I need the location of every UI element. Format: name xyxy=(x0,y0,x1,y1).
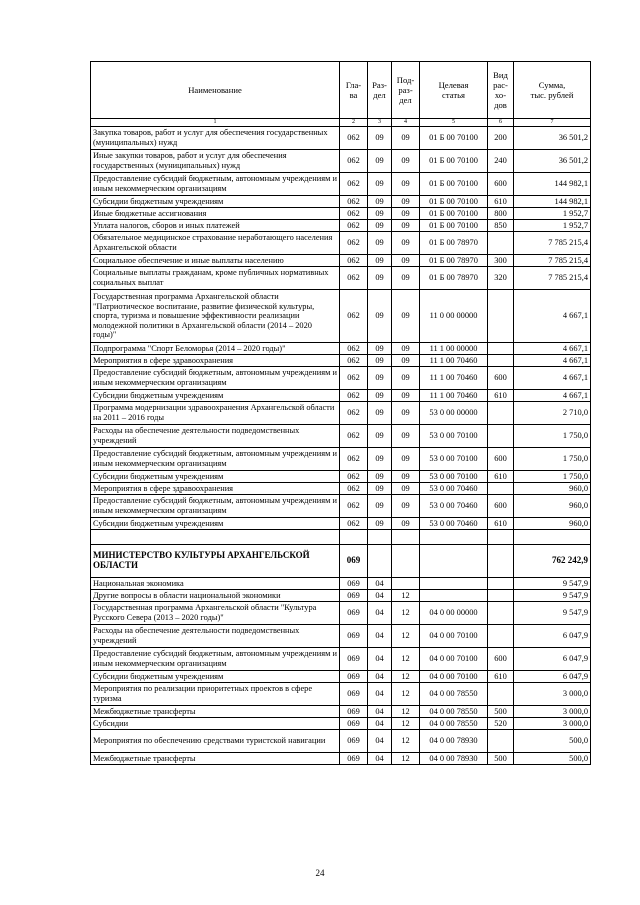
row-expense-type: 610 xyxy=(488,390,514,402)
row-name: Субсидии бюджетным учреждениям xyxy=(91,196,340,208)
row-subsection: 09 xyxy=(392,518,420,530)
row-chapter: 069 xyxy=(340,671,368,683)
header-subsection: Под- раз- дел xyxy=(392,62,420,119)
row-expense-type xyxy=(488,730,514,753)
row-target xyxy=(420,530,488,545)
row-amount: 960,0 xyxy=(514,483,591,495)
column-number: 6 xyxy=(488,119,514,127)
table-row xyxy=(91,718,591,730)
row-chapter: 062 xyxy=(340,196,368,208)
row-target: 04 0 00 70100 xyxy=(420,625,488,648)
row-name: Иные бюджетные ассигнования xyxy=(91,208,340,220)
row-target xyxy=(420,578,488,590)
row-amount: 960,0 xyxy=(514,495,591,518)
table-row xyxy=(91,518,591,530)
row-section: 09 xyxy=(368,290,392,343)
row-expense-type: 600 xyxy=(488,448,514,471)
row-subsection: 12 xyxy=(392,706,420,718)
row-subsection xyxy=(392,530,420,545)
row-section: 04 xyxy=(368,602,392,625)
row-target xyxy=(420,590,488,602)
row-chapter: 069 xyxy=(340,753,368,765)
row-subsection: 12 xyxy=(392,625,420,648)
page-number: 24 xyxy=(315,868,325,878)
row-name: Социальные выплаты гражданам, кроме публичных нормативных социальных выплат xyxy=(91,267,340,290)
row-section: 09 xyxy=(368,208,392,220)
row-chapter: 062 xyxy=(340,425,368,448)
row-target: 01 Б 00 70100 xyxy=(420,196,488,208)
row-expense-type: 300 xyxy=(488,255,514,267)
row-section: 09 xyxy=(368,220,392,232)
table-row xyxy=(91,255,591,267)
row-name: Другие вопросы в области национальной экономики xyxy=(91,590,340,602)
row-subsection: 09 xyxy=(392,390,420,402)
column-number: 7 xyxy=(514,119,591,127)
row-section xyxy=(368,530,392,545)
row-section: 09 xyxy=(368,518,392,530)
table-row xyxy=(91,208,591,220)
row-subsection: 12 xyxy=(392,671,420,683)
row-section: 09 xyxy=(368,425,392,448)
row-chapter: 069 xyxy=(340,706,368,718)
row-expense-type xyxy=(488,625,514,648)
row-subsection: 09 xyxy=(392,173,420,196)
row-chapter: 062 xyxy=(340,471,368,483)
row-target: 01 Б 00 78970 xyxy=(420,255,488,267)
table-row xyxy=(91,390,591,402)
row-subsection: 12 xyxy=(392,718,420,730)
row-amount: 500,0 xyxy=(514,753,591,765)
table-row xyxy=(91,173,591,196)
row-chapter: 062 xyxy=(340,255,368,267)
row-section: 09 xyxy=(368,232,392,255)
row-chapter: 062 xyxy=(340,267,368,290)
row-amount: 4 667,1 xyxy=(514,290,591,343)
column-number: 3 xyxy=(368,119,392,127)
row-chapter: 062 xyxy=(340,483,368,495)
row-section: 04 xyxy=(368,671,392,683)
column-number: 1 xyxy=(91,119,340,127)
row-expense-type xyxy=(488,602,514,625)
row-section: 09 xyxy=(368,150,392,173)
row-chapter: 069 xyxy=(340,625,368,648)
table-row xyxy=(91,625,591,648)
row-expense-type: 610 xyxy=(488,518,514,530)
row-target: 04 0 00 78550 xyxy=(420,718,488,730)
row-section: 09 xyxy=(368,448,392,471)
row-subsection: 12 xyxy=(392,590,420,602)
header-chapter: Гла- ва xyxy=(340,62,368,119)
row-expense-type: 600 xyxy=(488,367,514,390)
row-target: 01 Б 00 70100 xyxy=(420,208,488,220)
table-row xyxy=(91,530,591,545)
table-row xyxy=(91,220,591,232)
row-amount: 9 547,9 xyxy=(514,590,591,602)
row-subsection: 12 xyxy=(392,753,420,765)
row-amount: 9 547,9 xyxy=(514,578,591,590)
row-section: 04 xyxy=(368,578,392,590)
row-subsection: 09 xyxy=(392,495,420,518)
column-number: 4 xyxy=(392,119,420,127)
row-name: Межбюджетные трансферты xyxy=(91,706,340,718)
row-subsection: 09 xyxy=(392,402,420,425)
table-row xyxy=(91,267,591,290)
table-body xyxy=(91,127,591,765)
row-target: 01 Б 00 70100 xyxy=(420,220,488,232)
row-amount: 6 047,9 xyxy=(514,625,591,648)
row-section: 09 xyxy=(368,495,392,518)
row-subsection: 09 xyxy=(392,267,420,290)
row-target: 04 0 00 78550 xyxy=(420,683,488,706)
row-name: Предоставление субсидий бюджетным, автономным учреждениям и иным некоммерческим организациям xyxy=(91,173,340,196)
table-row xyxy=(91,196,591,208)
row-amount: 3 000,0 xyxy=(514,706,591,718)
table-row xyxy=(91,602,591,625)
row-name: МИНИСТЕРСТВО КУЛЬТУРЫ АРХАНГЕЛЬСКОЙ ОБЛАСТИ xyxy=(91,545,340,578)
row-target: 04 0 00 78930 xyxy=(420,730,488,753)
row-target: 53 0 00 70100 xyxy=(420,425,488,448)
row-name: Предоставление субсидий бюджетным, автономным учреждениям и иным некоммерческим организациям xyxy=(91,648,340,671)
row-chapter: 062 xyxy=(340,290,368,343)
row-subsection: 09 xyxy=(392,355,420,367)
row-section: 09 xyxy=(368,390,392,402)
row-chapter: 062 xyxy=(340,367,368,390)
row-amount: 7 785 215,4 xyxy=(514,255,591,267)
table-row xyxy=(91,290,591,343)
row-target: 01 Б 00 70100 xyxy=(420,150,488,173)
row-section: 09 xyxy=(368,255,392,267)
row-target: 01 Б 00 78970 xyxy=(420,267,488,290)
table-row xyxy=(91,671,591,683)
row-name: Субсидии бюджетным учреждениям xyxy=(91,671,340,683)
row-name: Иные закупки товаров, работ и услуг для обеспечения государственных (муниципальных) нужд xyxy=(91,150,340,173)
budget-table xyxy=(90,61,591,765)
row-section: 09 xyxy=(368,173,392,196)
row-subsection: 09 xyxy=(392,343,420,355)
row-amount: 4 667,1 xyxy=(514,390,591,402)
budget-table-page xyxy=(90,61,590,765)
row-amount: 1 750,0 xyxy=(514,448,591,471)
row-expense-type xyxy=(488,425,514,448)
row-expense-type: 240 xyxy=(488,150,514,173)
row-chapter: 062 xyxy=(340,402,368,425)
row-amount: 3 000,0 xyxy=(514,683,591,706)
table-row xyxy=(91,753,591,765)
row-amount: 4 667,1 xyxy=(514,343,591,355)
row-subsection: 09 xyxy=(392,232,420,255)
header-row xyxy=(91,62,591,119)
row-amount: 1 750,0 xyxy=(514,425,591,448)
row-chapter: 069 xyxy=(340,578,368,590)
row-expense-type xyxy=(488,590,514,602)
row-chapter: 062 xyxy=(340,448,368,471)
row-section: 04 xyxy=(368,625,392,648)
row-target: 11 1 00 00000 xyxy=(420,343,488,355)
row-section: 09 xyxy=(368,343,392,355)
row-target: 01 Б 00 70100 xyxy=(420,173,488,196)
row-chapter: 062 xyxy=(340,220,368,232)
row-chapter: 062 xyxy=(340,355,368,367)
row-expense-type: 610 xyxy=(488,671,514,683)
row-name: Предоставление субсидий бюджетным, автономным учреждениям и иным некоммерческим организациям xyxy=(91,448,340,471)
row-subsection: 12 xyxy=(392,730,420,753)
row-chapter: 069 xyxy=(340,718,368,730)
row-expense-type xyxy=(488,290,514,343)
row-section: 09 xyxy=(368,471,392,483)
row-chapter: 062 xyxy=(340,232,368,255)
row-target: 11 1 00 70460 xyxy=(420,367,488,390)
row-amount xyxy=(514,530,591,545)
row-chapter: 069 xyxy=(340,730,368,753)
row-subsection: 09 xyxy=(392,367,420,390)
row-amount: 3 000,0 xyxy=(514,718,591,730)
row-expense-type: 600 xyxy=(488,495,514,518)
row-name: Обязательное медицинское страхование неработающего населения Архангельской области xyxy=(91,232,340,255)
table-row xyxy=(91,590,591,602)
row-subsection: 09 xyxy=(392,471,420,483)
row-amount: 4 667,1 xyxy=(514,367,591,390)
row-expense-type: 500 xyxy=(488,706,514,718)
row-section: 09 xyxy=(368,483,392,495)
table-row xyxy=(91,425,591,448)
row-target: 53 0 00 70460 xyxy=(420,495,488,518)
row-subsection: 09 xyxy=(392,425,420,448)
row-subsection: 09 xyxy=(392,448,420,471)
row-expense-type xyxy=(488,355,514,367)
row-section: 04 xyxy=(368,648,392,671)
row-amount: 36 501,2 xyxy=(514,127,591,150)
row-target: 04 0 00 70100 xyxy=(420,648,488,671)
table-row xyxy=(91,648,591,671)
table-row xyxy=(91,402,591,425)
table-row xyxy=(91,471,591,483)
row-amount: 4 667,1 xyxy=(514,355,591,367)
row-subsection: 12 xyxy=(392,683,420,706)
row-subsection: 12 xyxy=(392,602,420,625)
row-chapter: 069 xyxy=(340,602,368,625)
row-expense-type xyxy=(488,232,514,255)
row-amount: 1 952,7 xyxy=(514,220,591,232)
row-chapter xyxy=(340,530,368,545)
row-amount: 144 982,1 xyxy=(514,173,591,196)
row-target: 53 0 00 70460 xyxy=(420,518,488,530)
row-target: 04 0 00 70100 xyxy=(420,671,488,683)
row-name: Межбюджетные трансферты xyxy=(91,753,340,765)
row-name: Государственная программа Архангельской области "Патриотическое воспитание, развитие физической культуры, спорта, туризма и повышение эффективности реализации молодежной политики в Архангельской области (2014 – 2020 годы)" xyxy=(91,290,340,343)
row-expense-type: 520 xyxy=(488,718,514,730)
row-subsection: 09 xyxy=(392,196,420,208)
row-name: Предоставление субсидий бюджетным, автономным учреждениям и иным некоммерческим организациям xyxy=(91,367,340,390)
row-amount: 960,0 xyxy=(514,518,591,530)
row-subsection: 09 xyxy=(392,290,420,343)
row-name: Субсидии бюджетным учреждениям xyxy=(91,390,340,402)
row-chapter: 062 xyxy=(340,495,368,518)
table-row xyxy=(91,232,591,255)
table-row xyxy=(91,448,591,471)
row-chapter: 062 xyxy=(340,127,368,150)
row-name: Субсидии бюджетным учреждениям xyxy=(91,471,340,483)
table-row xyxy=(91,730,591,753)
row-section: 04 xyxy=(368,718,392,730)
header-section: Раз- дел xyxy=(368,62,392,119)
row-section: 04 xyxy=(368,590,392,602)
row-name: Мероприятия в сфере здравоохранения xyxy=(91,483,340,495)
row-name: Подпрограмма "Спорт Беломорья (2014 – 2020 годы)" xyxy=(91,343,340,355)
row-subsection xyxy=(392,578,420,590)
table-row xyxy=(91,367,591,390)
row-amount: 36 501,2 xyxy=(514,150,591,173)
row-amount: 762 242,9 xyxy=(514,545,591,578)
row-name: Расходы на обеспечение деятельности подведомственных учреждений xyxy=(91,425,340,448)
column-number: 5 xyxy=(420,119,488,127)
row-subsection: 09 xyxy=(392,255,420,267)
row-subsection: 09 xyxy=(392,483,420,495)
row-chapter: 069 xyxy=(340,590,368,602)
row-section: 09 xyxy=(368,127,392,150)
row-expense-type: 850 xyxy=(488,220,514,232)
row-subsection xyxy=(392,545,420,578)
row-subsection: 09 xyxy=(392,208,420,220)
table-row xyxy=(91,343,591,355)
row-expense-type xyxy=(488,578,514,590)
row-name: Расходы на обеспечение деятельности подведомственных учреждений xyxy=(91,625,340,648)
row-target: 53 0 00 70100 xyxy=(420,471,488,483)
row-expense-type: 610 xyxy=(488,471,514,483)
row-chapter: 062 xyxy=(340,173,368,196)
row-expense-type: 600 xyxy=(488,648,514,671)
header-amount: Сумма, тыс. рублей xyxy=(514,62,591,119)
row-section: 09 xyxy=(368,267,392,290)
table-row xyxy=(91,545,591,578)
row-name: Мероприятия по обеспечению средствами туристской навигации xyxy=(91,730,340,753)
header-name: Наименование xyxy=(91,62,340,119)
row-amount: 7 785 215,4 xyxy=(514,232,591,255)
row-chapter: 062 xyxy=(340,343,368,355)
table-row xyxy=(91,127,591,150)
row-name: Мероприятия в сфере здравоохранения xyxy=(91,355,340,367)
row-name: Субсидии бюджетным учреждениям xyxy=(91,518,340,530)
row-target: 53 0 00 00000 xyxy=(420,402,488,425)
row-expense-type xyxy=(488,530,514,545)
row-expense-type xyxy=(488,483,514,495)
header-expense-type: Вид рас- хо- дов xyxy=(488,62,514,119)
row-name: Мероприятия по реализации приоритетных проектов в сфере туризма xyxy=(91,683,340,706)
row-chapter: 069 xyxy=(340,545,368,578)
row-expense-type: 610 xyxy=(488,196,514,208)
row-section: 09 xyxy=(368,367,392,390)
row-expense-type xyxy=(488,402,514,425)
row-target: 01 Б 00 70100 xyxy=(420,127,488,150)
row-chapter: 062 xyxy=(340,518,368,530)
row-target: 11 1 00 70460 xyxy=(420,390,488,402)
table-row xyxy=(91,495,591,518)
row-amount: 7 785 215,4 xyxy=(514,267,591,290)
row-expense-type: 500 xyxy=(488,753,514,765)
row-subsection: 09 xyxy=(392,220,420,232)
table-row xyxy=(91,355,591,367)
row-target: 11 1 00 70460 xyxy=(420,355,488,367)
table-row xyxy=(91,683,591,706)
row-section xyxy=(368,545,392,578)
row-expense-type: 600 xyxy=(488,173,514,196)
row-target: 04 0 00 78550 xyxy=(420,706,488,718)
row-expense-type xyxy=(488,683,514,706)
row-name: Закупка товаров, работ и услуг для обеспечения государственных (муниципальных) нужд xyxy=(91,127,340,150)
row-chapter: 069 xyxy=(340,648,368,671)
row-name: Социальное обеспечение и иные выплаты населению xyxy=(91,255,340,267)
header-target: Целевая статья xyxy=(420,62,488,119)
row-section: 04 xyxy=(368,683,392,706)
row-section: 04 xyxy=(368,706,392,718)
row-target xyxy=(420,545,488,578)
row-chapter: 062 xyxy=(340,150,368,173)
row-amount: 6 047,9 xyxy=(514,648,591,671)
row-section: 09 xyxy=(368,355,392,367)
row-expense-type: 320 xyxy=(488,267,514,290)
row-target: 53 0 00 70460 xyxy=(420,483,488,495)
table-row xyxy=(91,578,591,590)
row-name xyxy=(91,530,340,545)
row-amount: 9 547,9 xyxy=(514,602,591,625)
row-subsection: 12 xyxy=(392,648,420,671)
row-chapter: 069 xyxy=(340,683,368,706)
row-chapter: 062 xyxy=(340,390,368,402)
row-target: 53 0 00 70100 xyxy=(420,448,488,471)
row-target: 04 0 00 00000 xyxy=(420,602,488,625)
row-target: 04 0 00 78930 xyxy=(420,753,488,765)
row-target: 01 Б 00 78970 xyxy=(420,232,488,255)
row-subsection: 09 xyxy=(392,150,420,173)
row-amount: 500,0 xyxy=(514,730,591,753)
row-expense-type xyxy=(488,343,514,355)
row-expense-type xyxy=(488,545,514,578)
row-chapter: 062 xyxy=(340,208,368,220)
row-target: 11 0 00 00000 xyxy=(420,290,488,343)
table-row xyxy=(91,150,591,173)
row-section: 09 xyxy=(368,196,392,208)
row-section: 04 xyxy=(368,730,392,753)
row-name: Государственная программа Архангельской области "Культура Русского Севера (2013 – 2020 годы)" xyxy=(91,602,340,625)
row-amount: 2 710,0 xyxy=(514,402,591,425)
column-number-row xyxy=(91,119,591,127)
row-amount: 6 047,9 xyxy=(514,671,591,683)
row-amount: 144 982,1 xyxy=(514,196,591,208)
table-row xyxy=(91,706,591,718)
row-name: Предоставление субсидий бюджетным, автономным учреждениям и иным некоммерческим организациям xyxy=(91,495,340,518)
row-expense-type: 800 xyxy=(488,208,514,220)
row-amount: 1 750,0 xyxy=(514,471,591,483)
row-name: Уплата налогов, сборов и иных платежей xyxy=(91,220,340,232)
row-name: Национальная экономика xyxy=(91,578,340,590)
table-row xyxy=(91,483,591,495)
row-section: 04 xyxy=(368,753,392,765)
row-name: Программа модернизации здравоохранения Архангельской области на 2011 – 2016 годы xyxy=(91,402,340,425)
row-name: Субсидии xyxy=(91,718,340,730)
row-subsection: 09 xyxy=(392,127,420,150)
row-section: 09 xyxy=(368,402,392,425)
row-expense-type: 200 xyxy=(488,127,514,150)
column-number: 2 xyxy=(340,119,368,127)
row-amount: 1 952,7 xyxy=(514,208,591,220)
